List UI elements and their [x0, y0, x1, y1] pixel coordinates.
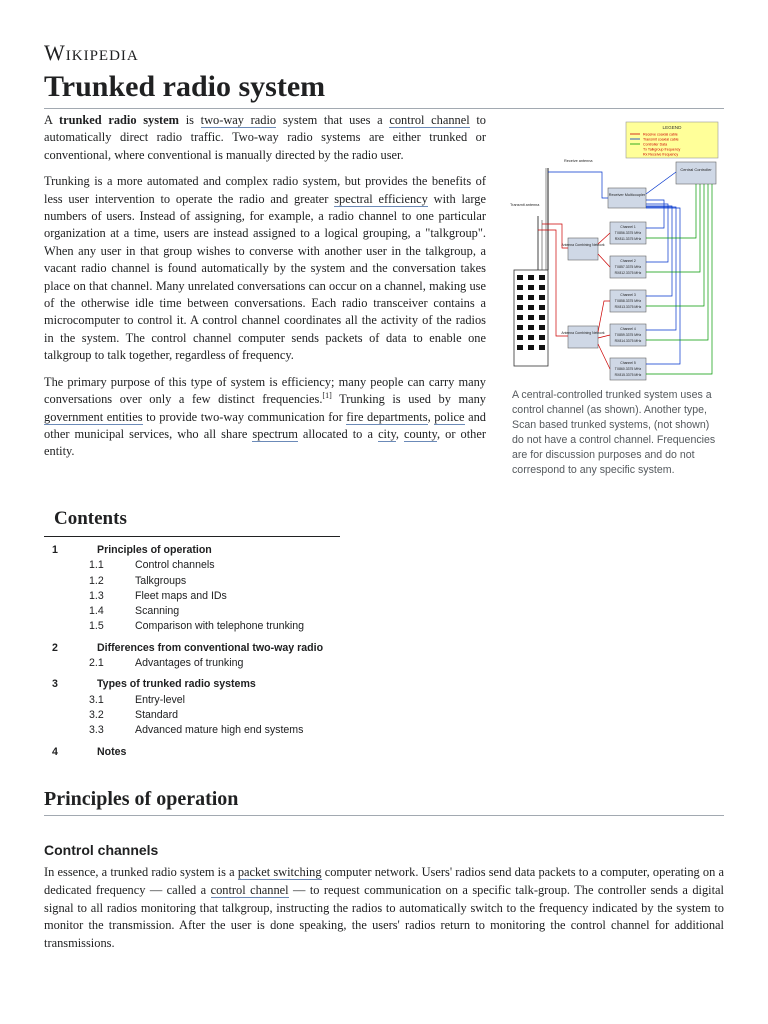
transmit-antenna-label: Transmit antenna — [510, 203, 540, 207]
combining-network-box-1 — [568, 238, 598, 260]
combining-network-box-2 — [568, 326, 598, 348]
channel-tx: TX860.3375 MHz — [614, 367, 642, 371]
channel-label: Channel 3 — [620, 293, 636, 297]
central-controller-box — [676, 162, 716, 184]
legend-item: Controller Data — [643, 142, 668, 147]
toc-title: Contents — [44, 508, 340, 537]
subsection-heading-control-channels: Control channels — [44, 842, 159, 858]
toc-section — [44, 745, 340, 760]
bold-term: trunked radio system — [58, 113, 180, 127]
channel-tx: TX857.3375 MHz — [614, 265, 642, 269]
channel-tx: TX856.3375 MHz — [614, 231, 642, 235]
link-spectral-efficiency[interactable]: spectral efficiency — [334, 191, 428, 206]
legend-item: Rx Receive frequency — [643, 152, 679, 157]
toc-section — [44, 543, 340, 635]
link-control-channel[interactable]: control channel — [389, 113, 470, 127]
intro-paragraph-3: The primary purpose of this type of system is efficiency; many people can carry many conversations over only a few distinct frequencies.[1] Trunking is used by many government entities to provide two-way communication for fire departments, police and other municipal services, who all share spectrum allocated to a city, county, or other entity. — [44, 374, 487, 459]
toc-subentry[interactable]: 3.1 Entry-level — [89, 693, 186, 706]
toc-subentry[interactable]: 1.4 Scanning — [89, 605, 180, 618]
control-channels-paragraph: In essence, a trunked radio system is a packet switching computer network. Users' radios send data packets to a computer, operating on a dedicated frequency — called a control channel — to request communication on a specific talk-group. The controller sends a digital signal to all radios monitoring that talkgroup, instructing the radios to automatically switch to the frequency indicated by the system to monitor the transmission. After the user is done speaking, the users' radios return to monitoring the control channel for additional transmissions. — [44, 865, 724, 951]
toc-subentry[interactable]: 1.2 Talkgroups — [89, 574, 187, 587]
channel-label: Channel 1 — [620, 225, 636, 229]
channel-rx: RX814.3375 MHz — [614, 339, 642, 343]
toc-subentry[interactable]: 1.1 Control channels — [89, 559, 215, 572]
link-police[interactable]: police — [434, 409, 465, 424]
channel-rx: RX812.3375 MHz — [614, 271, 642, 275]
combining-network-label: Antenna Combining Network — [561, 331, 605, 335]
section-heading-principles: Principles of operation — [44, 788, 724, 816]
legend-item: Transmit coaxial cable — [643, 137, 679, 142]
page-title: Trunked radio system — [44, 70, 724, 109]
toc-section — [44, 677, 340, 738]
link-fire-departments[interactable]: fire departments — [346, 409, 428, 424]
receiver-multicoupler-box — [608, 188, 646, 208]
intro-paragraph-2: Trunking is a more automated and complex radio system, but provides the benefits of less user intervention to operate the radio and greater spectral efficiency with large numbers of users. Instead of assigning, for example, a radio channel to one particular organization at a time, users are instead assigned to a logical grouping, a "talkgroup". When any user in that group wishes to converse with another user in the talkgroup, a vacant radio channel is found automatically by the system and the conversation takes place on that channel. Many unrelated conversations can occur on a channel, making use of the otherwise idle time between conversations. Each radio transceiver contains a microcomputer to control it. A control channel coordinates all the activity of the radios in the system. The control channel computer sends packets of data to enable one talkgroup to talk together, regardless of frequency. — [44, 174, 486, 363]
link-two-way-radio[interactable]: two-way radio — [200, 113, 277, 127]
figure-caption: A central-controlled trunked system uses a control channel (as shown). Another type, Scan based trunked systems, (not shown) do not have a control channel. Frequencies are for discussion purposes and do not correspond to any specific system. — [512, 389, 716, 476]
channel-label: Channel 2 — [620, 259, 636, 263]
central-controller-label: Central Controller — [680, 167, 712, 172]
channel-tx: TX858.3375 MHz — [614, 299, 642, 303]
reference-1[interactable]: [1] — [322, 390, 332, 400]
trunked-system-figure — [506, 120, 724, 478]
combining-network-label: Antenna Combining Network — [561, 243, 605, 247]
legend-item: Tx Talkgroup frequency — [643, 147, 681, 152]
toc-entry[interactable]: 3 Types of trunked radio systems — [52, 678, 256, 691]
toc-list — [44, 543, 340, 760]
link-county[interactable]: county — [404, 426, 437, 441]
channel-rx: RX813.3375 MHz — [614, 305, 642, 309]
link-packet-switching[interactable]: packet switching — [237, 865, 322, 879]
trunked-system-diagram[interactable] — [506, 120, 724, 382]
link-city[interactable]: city — [378, 426, 396, 441]
receiver-multicoupler-label: Receiver Multicoupler — [608, 193, 646, 197]
toc-section — [44, 641, 340, 672]
table-of-contents — [44, 508, 340, 766]
wikipedia-logo[interactable]: Wikipedia — [44, 40, 139, 65]
legend-title: LEGEND — [662, 125, 682, 130]
link-control-channel-2[interactable]: control channel — [210, 882, 289, 897]
intro-paragraph-1: A trunked radio system is two-way radio system that uses a control channel to automatically direct radio traffic. Two-way radio systems are either trunked or conventional, where conventional is manually directed by the radio user. — [44, 113, 486, 162]
channel-label: Channel 4 — [620, 327, 636, 331]
toc-entry[interactable]: 4 Notes — [52, 745, 127, 758]
receive-antenna-label: Receive antenna — [564, 159, 593, 163]
toc-subentry[interactable]: 1.3 Fleet maps and IDs — [89, 589, 227, 602]
channel-rx: RX811.3375 MHz — [614, 237, 642, 241]
toc-entry[interactable]: 1 Principles of operation — [52, 544, 212, 556]
toc-subentry[interactable]: 2.1 Advantages of trunking — [89, 657, 244, 670]
legend-item: Receive coaxial cable — [643, 132, 678, 137]
toc-subentry[interactable]: 3.2 Standard — [89, 708, 178, 721]
channel-tx: TX859.3375 MHz — [614, 333, 642, 337]
link-spectrum[interactable]: spectrum — [252, 426, 298, 441]
toc-subentry[interactable]: 3.3 Advanced mature high end systems — [89, 724, 304, 737]
toc-subentry[interactable]: 1.5 Comparison with telephone trunking — [89, 620, 305, 633]
channel-label: Channel 5 — [620, 361, 636, 365]
intro-text — [44, 112, 486, 470]
channel-rx: RX815.3375 MHz — [614, 373, 642, 377]
link-government-entities[interactable]: government entities — [44, 409, 143, 424]
toc-entry[interactable]: 2 Differences from conventional two-way radio — [52, 641, 324, 654]
